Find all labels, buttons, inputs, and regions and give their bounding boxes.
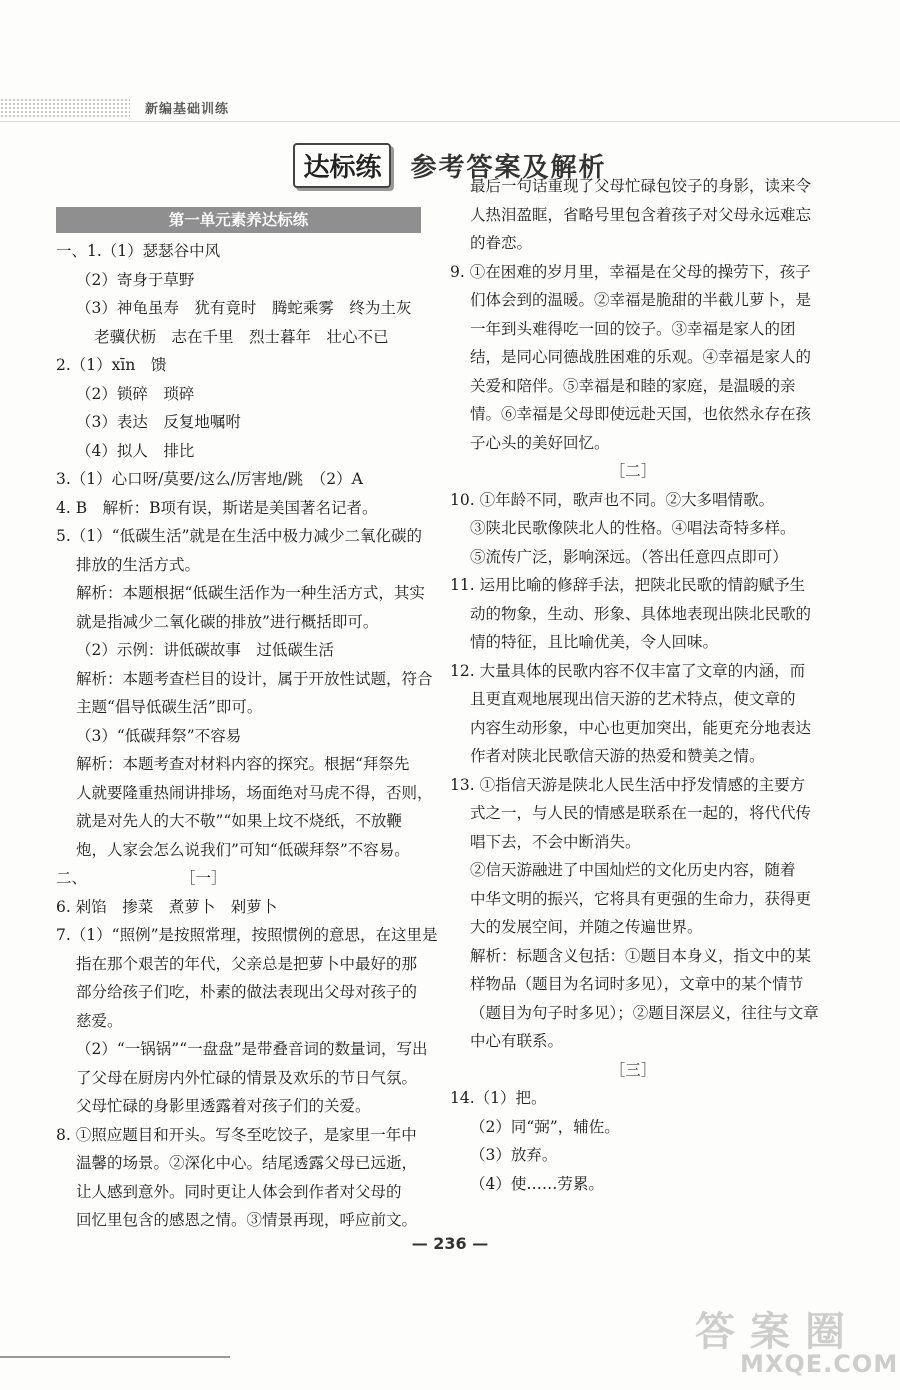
answer-line: （2）寄身于草野 bbox=[76, 270, 195, 289]
watermark bbox=[695, 1300, 899, 1380]
answer-line: （2）锁碎 琐碎 bbox=[76, 384, 195, 403]
answer-line: （2）示例：讲低碳故事 过低碳生活 bbox=[76, 641, 334, 659]
answer-line: 9. ①在困难的岁月里，幸福是在父母的操劳下，孩子 bbox=[450, 262, 811, 281]
answer-line: （题目为句子时多见）；②题目深层义，往往与文章 bbox=[470, 1003, 819, 1022]
answer-line: 就是对先人的大不敬”“如果上坟不烧纸，不放鞭 bbox=[76, 812, 402, 830]
header-dot-bar bbox=[0, 98, 130, 118]
answer-line: 部分给孩子们吃，朴素的做法表现出父母对孩子的 bbox=[76, 983, 418, 1001]
subsection-marker: ［二］ bbox=[609, 462, 657, 480]
answer-line: 样物品（题目为名词时多见），文章中的某个情节 bbox=[470, 975, 804, 993]
answer-line: 5.（1）“低碳生活”就是在生活中极力减少二氧化碳的 bbox=[56, 527, 422, 545]
footer-rule bbox=[0, 1356, 230, 1358]
answer-line: 13. ①指信天游是陕北人民生活中抒发情感的主要方 bbox=[450, 775, 806, 794]
series-title: 新编基础训练 bbox=[145, 102, 230, 117]
right-column bbox=[450, 172, 819, 1198]
answer-line: 12. 大量具体的民歌内容不仅丰富了文章的内涵，而 bbox=[450, 661, 806, 680]
answer-line: （4）拟人 排比 bbox=[76, 441, 195, 460]
answer-line: 炮，人家会怎么说我们”可知“低碳拜祭”不容易。 bbox=[76, 840, 410, 859]
answer-line: 中心有联系。 bbox=[470, 1032, 564, 1050]
answer-line: 情的特征，且比喻优美，令人回味。 bbox=[470, 633, 719, 651]
left-column bbox=[56, 207, 438, 1235]
answer-line: 大的发展空间，并随之传遍世界。 bbox=[470, 918, 703, 936]
title-boxed: 达标练 bbox=[293, 143, 391, 188]
watermark-char: 圈 bbox=[805, 1309, 845, 1355]
answer-line: （3）放弃。 bbox=[470, 1146, 558, 1164]
answer-line: 人热泪盈眶，省略号里包含着孩子对父母永远难忘 bbox=[470, 205, 812, 224]
answer-line: 最后一句话重现了父母忙碌包饺子的身影，读来令 bbox=[470, 177, 812, 195]
answer-line: 主题“倡导低碳生活”即可。 bbox=[76, 698, 263, 716]
answer-line: 解析：标题含义包括：①题目本身义，指文中的某 bbox=[470, 946, 812, 965]
watermark-url: MXQE.COM bbox=[740, 1350, 899, 1378]
answer-line: 10. ①年龄不同，歌声也不同。②大多唱情歌。 bbox=[450, 490, 775, 509]
answer-line: 让人感到意外。同时更让人体会到作者对父母的 bbox=[76, 1182, 402, 1201]
answer-line: （4）使……劳累。 bbox=[470, 1174, 604, 1193]
answer-line: 一年到头难得吃一回的饺子。③幸福是家人的团 bbox=[470, 319, 796, 338]
answer-line: 了父母在厨房内外忙碌的情景及欢乐的节日气氛。 bbox=[76, 1068, 418, 1087]
answer-line: 作者对陕北民歌信天游的热爱和赞美之情。 bbox=[470, 747, 765, 765]
answer-line: 回忆里包含的感恩之情。③情景再现，呼应前文。 bbox=[76, 1211, 418, 1229]
answer-line: 6. 剁馅 掺菜 煮萝卜 剁萝卜 bbox=[56, 897, 278, 916]
answer-line: 唱下去，不会中断消失。 bbox=[470, 832, 641, 851]
answer-line: 动的物象，生动、形象、具体地表现出陕北民歌的 bbox=[470, 604, 812, 623]
answer-line: 关爱和陪伴。⑤幸福是和睦的家庭，是温暖的亲 bbox=[470, 376, 796, 395]
watermark-char: 案 bbox=[750, 1309, 790, 1355]
answer-line: 8. ①照应题目和开头。写冬至吃饺子，是家里一年中 bbox=[56, 1125, 417, 1144]
answer-line: 解析：本题根据“低碳生活作为一种生活方式，其实 bbox=[76, 584, 425, 602]
answer-line: （2）同“弼”，辅佐。 bbox=[470, 1117, 620, 1136]
answer-line: 解析：本题考查对材料内容的探究。根据“拜祭先 bbox=[76, 755, 410, 773]
answer-line: （3）“低碳拜祭”不容易 bbox=[76, 726, 242, 745]
answer-line: 14.（1）把。 bbox=[450, 1089, 547, 1107]
subsection-marker: ［三］ bbox=[609, 1060, 657, 1079]
answer-line: 就是指减少二氧化碳的排放”进行概括即可。 bbox=[76, 612, 379, 631]
answer-line: 中华文明的振兴，它将具有更强的生命力，获得更 bbox=[470, 889, 812, 908]
answer-line: （3）表达 反复地嘱咐 bbox=[76, 413, 241, 431]
answer-line: （3）神龟虽寿 犹有竟时 腾蛇乘雾 终为土灰 bbox=[76, 299, 412, 317]
answer-line: 情。⑥幸福是父母即使远赴天国，也依然永存在孩 bbox=[470, 405, 812, 423]
answer-line: 2.（1）xīn 馈 bbox=[56, 356, 167, 374]
answer-line: 4. B 解析：B项有误，斯诺是美国著名记者。 bbox=[56, 498, 378, 517]
answer-line: 式之一，与人民的情感是联系在一起的，将代代传 bbox=[470, 804, 812, 822]
answer-line: 人就要隆重热闹讲排场，场面绝对马虎不得，否则， bbox=[76, 783, 433, 802]
answer-line: 11. 运用比喻的修辞手法，把陕北民歌的情韵赋予生 bbox=[450, 576, 806, 594]
answer-line: 结，是同心同德战胜困难的乐观。④幸福是家人的 bbox=[470, 348, 812, 366]
answer-line: 排放的生活方式。 bbox=[76, 555, 201, 574]
answer-line: 子心头的美好回忆。 bbox=[470, 433, 610, 452]
page-number: — 236 — bbox=[411, 1234, 489, 1253]
answer-line: ⑤流传广泛，影响深远。（答出任意四点即可） bbox=[470, 547, 788, 566]
section-heading: 第一单元素养达标练 bbox=[56, 207, 421, 233]
answer-line: 解析：本题考查栏目的设计，属于开放性试题，符合 bbox=[76, 669, 433, 688]
answer-line: 内容生动形象，中心也更加突出，能更充分地表达 bbox=[470, 718, 812, 737]
answer-line: 们体会到的温暖。②幸福是脆甜的半截儿萝卜，是 bbox=[470, 291, 812, 309]
answer-line: 父母忙碌的身影里透露着对孩子们的关爱。 bbox=[76, 1097, 371, 1115]
answer-line: 的眷恋。 bbox=[470, 234, 533, 252]
answer-line: 慈爱。 bbox=[76, 1011, 123, 1030]
answer-line: 3.（1）心口呀/莫要/这么/厉害地/跳 （2）A bbox=[56, 470, 363, 488]
header-rule bbox=[0, 121, 900, 122]
watermark-char: 答 bbox=[695, 1309, 735, 1355]
answer-line: ②信天游融进了中国灿烂的文化历史内容，随着 bbox=[470, 861, 796, 879]
answer-line: 老骥伏枥 志在千里 烈士暮年 壮心不已 bbox=[94, 327, 389, 346]
answer-line: ③陕北民歌像陕北人的性格。④唱法奇特多样。 bbox=[470, 519, 796, 537]
answer-line: 一、1.（1）瑟瑟谷中风 bbox=[56, 242, 221, 260]
answer-line: 温馨的场景。②深化中心。结尾透露父母已远逝， bbox=[76, 1154, 418, 1172]
answer-line: 指在那个艰苦的年代，父亲总是把萝卜中最好的那 bbox=[76, 954, 418, 973]
title-main: 参考答案及解析 bbox=[410, 153, 607, 183]
answer-line: 7.（1）“照例”是按照常理，按照惯例的意思，在这里是 bbox=[56, 926, 438, 944]
answer-line: 二、 ［一］ bbox=[56, 869, 227, 887]
answer-line: （2）“一锅锅”“一盘盘”是带叠音词的数量词，写出 bbox=[76, 1040, 428, 1058]
answer-line: 且更直观地展现出信天游的艺术特点，使文章的 bbox=[470, 690, 796, 708]
